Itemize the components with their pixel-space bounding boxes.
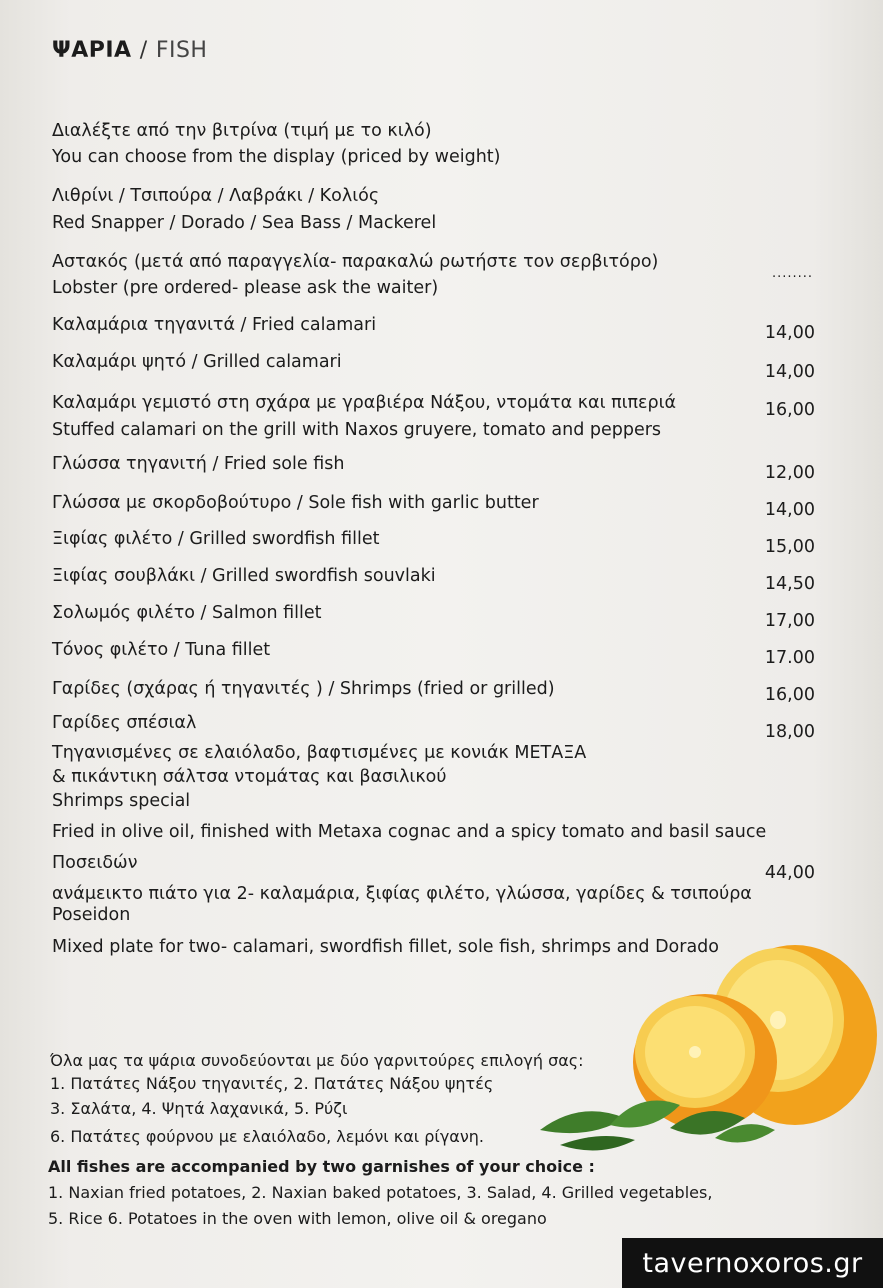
menu-item-name: Γλώσσα τηγανιτή / Fried sole fish (52, 454, 345, 474)
display-note-greek: Διαλέξτε από την βιτρίνα (τιμή με το κιλό) (52, 121, 432, 141)
shrimps-special-desc-english: Fried in olive oil, finished with Metaxa cognac and a spicy tomato and basil sauce (52, 822, 767, 842)
menu-item-name: Ξιφίας φιλέτο / Grilled swordfish fillet (52, 529, 380, 549)
poseidon-desc-english: Mixed plate for two- calamari, swordfish fillet, sole fish, shrimps and Dorado (52, 937, 719, 957)
poseidon-title-english: Poseidon (52, 905, 131, 925)
poseidon-desc-greek: ανάμεικτο πιάτο για 2- καλαμάρια, ξιφίας φιλέτο, γλώσσα, γαρίδες & τσιπούρα (52, 884, 752, 904)
menu-item-price: 14,50 (764, 574, 815, 594)
menu-item-price: 14,00 (764, 362, 815, 382)
fish-list-greek: Λιθρίνι / Τσιπούρα / Λαβράκι / Κολιός (52, 186, 380, 206)
menu-item-name: Τόνος φιλέτο / Tuna fillet (52, 640, 271, 660)
menu-item-price: 12,00 (764, 463, 815, 483)
poseidon-price: 44,00 (764, 863, 815, 883)
menu-item-price: 14,00 (764, 500, 815, 520)
garnishes-intro-english: All fishes are accompanied by two garnishes of your choice : (48, 1157, 595, 1176)
fish-list-english: Red Snapper / Dorado / Sea Bass / Mackerel (52, 213, 437, 233)
garnishes-line-greek: 3. Σαλάτα, 4. Ψητά λαχανικά, 5. Ρύζι (50, 1099, 348, 1118)
title-greek: ΨΑΡΙΑ (52, 38, 132, 63)
menu-item-name: Καλαμάρι γεμιστό στη σχάρα με γραβιέρα Νάξου, ντομάτα και πιπεριά (52, 393, 677, 413)
title-separator: / (139, 38, 148, 63)
shrimps-special-title-greek: Γαρίδες σπέσιαλ (52, 713, 197, 733)
garnishes-line-english: 1. Naxian fried potatoes, 2. Naxian baked potatoes, 3. Salad, 4. Grilled vegetables, (48, 1183, 713, 1202)
menu-item-name: Καλαμάρια τηγανιτά / Fried calamari (52, 315, 377, 335)
menu-item-name: Γλώσσα με σκορδοβούτυρο / Sole fish with garlic butter (52, 493, 539, 513)
poseidon-title-greek: Ποσειδών (52, 853, 138, 873)
garnishes-line-english: 5. Rice 6. Potatoes in the oven with lemon, olive oil & oregano (48, 1209, 547, 1228)
shrimps-special-price: 18,00 (764, 722, 815, 742)
garnishes-intro-greek: Όλα μας τα ψάρια συνοδεύονται με δύο γαρνιτούρες επιλογή σας: (50, 1051, 584, 1070)
menu-item-name: Σολωμός φιλέτο / Salmon fillet (52, 603, 322, 623)
shrimps-special-title-english: Shrimps special (52, 791, 191, 811)
shrimps-special-desc-greek: Τηγανισμένες σε ελαιόλαδο, βαφτισμένες με κονιάκ ΜΕΤΑΞΑ (52, 743, 587, 763)
lobster-price: ........ (771, 266, 813, 281)
site-watermark: tavernoxoros.gr (622, 1238, 883, 1288)
display-note-english: You can choose from the display (priced by weight) (52, 147, 501, 167)
menu-item-price: 17,00 (764, 611, 815, 631)
garnishes-line-greek: 1. Πατάτες Νάξου τηγανιτές, 2. Πατάτες Νάξου ψητές (50, 1074, 494, 1093)
menu-item-name-english: Stuffed calamari on the grill with Naxos gruyere, tomato and peppers (52, 420, 662, 440)
menu-item-price: 16,00 (764, 685, 815, 705)
menu-item-name: Ξιφίας σουβλάκι / Grilled swordfish souvlaki (52, 566, 436, 586)
lobster-greek: Αστακός (μετά από παραγγελία- παρακαλώ ρωτήστε τον σερβιτόρο) (52, 252, 659, 272)
menu-item-price: 14,00 (764, 323, 815, 343)
garnishes-line-greek: 6. Πατάτες φούρνου με ελαιόλαδο, λεμόνι και ρίγανη. (50, 1127, 484, 1146)
lobster-english: Lobster (pre ordered- please ask the waiter) (52, 278, 439, 298)
title-english: FISH (155, 38, 208, 63)
menu-item-name: Γαρίδες (σχάρας ή τηγανιτές ) / Shrimps (fried or grilled) (52, 679, 555, 699)
menu-item-price: 16,00 (764, 400, 815, 420)
menu-item-name: Καλαμάρι ψητό / Grilled calamari (52, 352, 342, 372)
menu-item-price: 15,00 (764, 537, 815, 557)
shrimps-special-desc-greek: & πικάντικη σάλτσα ντομάτας και βασιλικού (52, 767, 447, 787)
page-title (52, 38, 207, 63)
menu-item-price: 17.00 (764, 648, 815, 668)
